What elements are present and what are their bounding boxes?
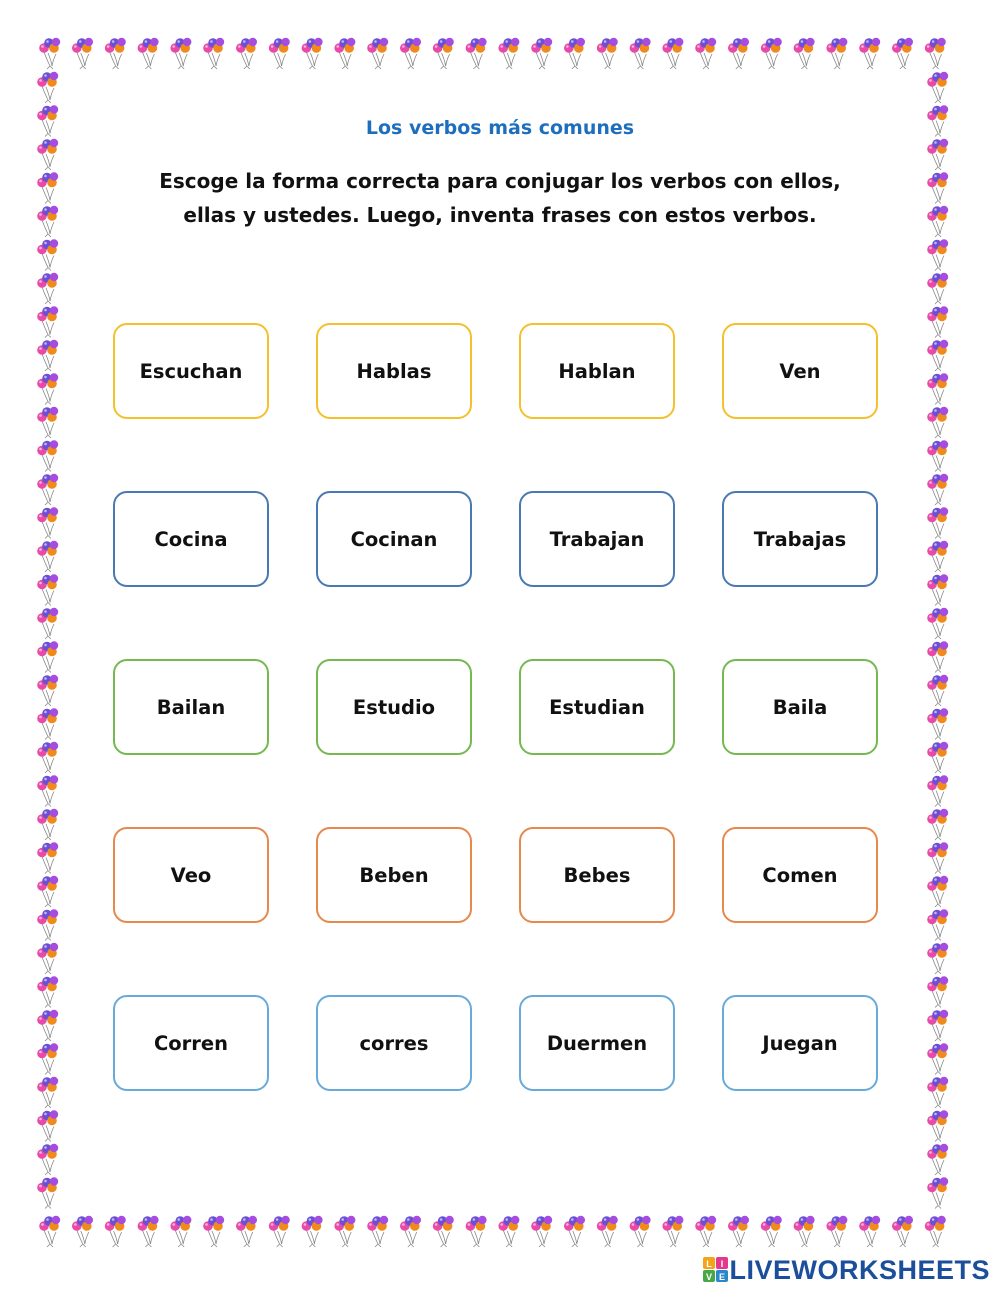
balloons-icon [72,38,93,69]
verb-card[interactable]: Beben [316,827,472,923]
balloons-icon [728,1216,749,1247]
balloons-icon [37,474,58,505]
verb-card[interactable]: Duermen [519,995,675,1091]
balloons-icon [37,206,58,237]
balloons-icon [927,909,948,940]
balloons-icon [927,574,948,605]
balloons-icon [630,38,651,69]
balloons-icon [927,206,948,237]
verb-card[interactable]: Estudio [316,659,472,755]
balloons-icon [925,38,946,69]
balloons-icon [37,675,58,706]
balloons-icon [794,1216,815,1247]
balloons-icon [927,876,948,907]
balloons-icon [927,407,948,438]
logo-text: LIVEWORKSHEETS [729,1254,990,1285]
balloons-icon [927,1077,948,1108]
balloons-icon [531,38,552,69]
balloons-icon [138,1216,159,1247]
balloons-icon [400,38,421,69]
balloons-icon [927,239,948,270]
balloons-icon [927,641,948,672]
verb-card[interactable]: Estudian [519,659,675,755]
verb-card[interactable]: Cocinan [316,491,472,587]
balloons-icon [597,38,618,69]
balloons-icon [39,1216,60,1247]
balloons-icon [72,1216,93,1247]
balloons-icon [37,976,58,1007]
balloons-icon [859,1216,880,1247]
balloons-icon [927,1144,948,1175]
balloons-icon [37,574,58,605]
badge-letter: E [719,1272,726,1282]
balloons-icon [927,809,948,840]
balloons-icon [269,1216,290,1247]
balloons-icon [927,976,948,1007]
balloons-icon [37,1010,58,1041]
balloons-icon [37,641,58,672]
balloons-icon [761,1216,782,1247]
balloons-icon [927,340,948,371]
liveworksheets-logo[interactable] [703,1254,990,1286]
balloons-icon [927,474,948,505]
verb-card[interactable]: Hablan [519,323,675,419]
balloons-icon [37,775,58,806]
balloons-icon [37,842,58,873]
badge-letter: I [721,1259,724,1269]
balloons-icon [433,1216,454,1247]
balloons-icon [37,139,58,170]
balloons-icon [927,440,948,471]
balloons-icon [662,38,683,69]
balloons-icon [892,38,913,69]
balloons-icon [927,373,948,404]
worksheet-title: Los verbos más comunes [365,117,635,139]
verb-card[interactable]: Corren [113,995,269,1091]
verb-card[interactable]: Bailan [113,659,269,755]
balloons-icon [695,38,716,69]
balloons-icon [927,742,948,773]
worksheet-instructions: Escoge la forma correcta para conjugar los verbos con ellos, ellas y ustedes. Luego, inventa frases con estos verbos. [159,169,841,227]
balloons-icon [662,1216,683,1247]
verb-card[interactable]: Trabajan [519,491,675,587]
balloons-icon [927,273,948,304]
balloons-icon [466,38,487,69]
balloons-icon [927,1043,948,1074]
balloons-icon [695,1216,716,1247]
verb-card[interactable]: Juegan [722,995,878,1091]
balloons-icon [37,541,58,572]
balloons-icon [892,1216,913,1247]
verb-card[interactable]: Baila [722,659,878,755]
balloons-icon [170,1216,191,1247]
balloons-icon [564,1216,585,1247]
balloons-icon [564,38,585,69]
balloons-icon [927,172,948,203]
balloons-icon [400,1216,421,1247]
balloons-icon [302,1216,323,1247]
balloons-icon [37,1144,58,1175]
balloons-icon [498,1216,519,1247]
balloons-icon [927,72,948,103]
balloons-icon [334,38,355,69]
balloons-icon [37,1077,58,1108]
balloons-icon [37,273,58,304]
balloons-icon [37,440,58,471]
balloons-icon [170,38,191,69]
balloons-icon [37,742,58,773]
balloons-icon [794,38,815,69]
balloons-icon [334,1216,355,1247]
balloons-icon [761,38,782,69]
balloons-icon [37,373,58,404]
balloons-icon [927,541,948,572]
balloons-icon [37,876,58,907]
balloons-icon [37,608,58,639]
verb-card[interactable]: Trabajas [722,491,878,587]
balloons-icon [531,1216,552,1247]
balloons-icon [105,1216,126,1247]
balloons-icon [925,1216,946,1247]
balloons-icon [37,943,58,974]
balloons-icon [37,72,58,103]
balloons-icon [37,1177,58,1208]
liveworksheets-badge-icon [703,1255,729,1285]
verb-card[interactable]: Bebes [519,827,675,923]
balloons-icon [37,407,58,438]
balloons-icon [236,38,257,69]
balloons-icon [859,38,880,69]
balloons-icon [433,38,454,69]
balloons-icon [367,38,388,69]
balloons-icon [927,943,948,974]
balloons-icon [927,507,948,538]
balloons-icon [302,38,323,69]
balloons-icon [37,306,58,337]
balloons-icon [269,38,290,69]
balloons-icon [927,1110,948,1141]
balloons-icon [37,708,58,739]
balloons-icon [203,38,224,69]
balloons-icon [630,1216,651,1247]
badge-letter: V [706,1272,713,1282]
balloons-icon [39,38,60,69]
balloons-icon [37,909,58,940]
balloons-icon [927,775,948,806]
balloons-icon [105,38,126,69]
balloons-icon [37,1110,58,1141]
balloons-icon [37,172,58,203]
balloons-icon [927,306,948,337]
verb-card[interactable]: Escuchan [113,323,269,419]
balloons-icon [37,507,58,538]
balloons-icon [37,340,58,371]
balloons-icon [728,38,749,69]
balloons-icon [367,1216,388,1247]
balloons-icon [597,1216,618,1247]
balloons-icon [37,809,58,840]
balloons-icon [37,1043,58,1074]
balloons-icon [927,842,948,873]
balloons-icon [826,1216,847,1247]
balloons-icon [927,139,948,170]
verb-card[interactable]: Hablas [316,323,472,419]
balloons-icon [927,608,948,639]
balloons-icon [927,1177,948,1208]
balloons-icon [203,1216,224,1247]
verb-card[interactable]: Ven [722,323,878,419]
balloons-icon [466,1216,487,1247]
verb-card[interactable]: Veo [113,827,269,923]
verb-card[interactable]: Comen [722,827,878,923]
balloons-icon [927,1010,948,1041]
balloons-icon [138,38,159,69]
balloons-icon [236,1216,257,1247]
balloons-icon [826,38,847,69]
balloons-icon [927,675,948,706]
balloons-icon [37,239,58,270]
verb-card[interactable]: Cocina [113,491,269,587]
balloons-icon [927,708,948,739]
balloons-icon [498,38,519,69]
verb-card[interactable]: corres [316,995,472,1091]
badge-letter: L [706,1259,713,1269]
